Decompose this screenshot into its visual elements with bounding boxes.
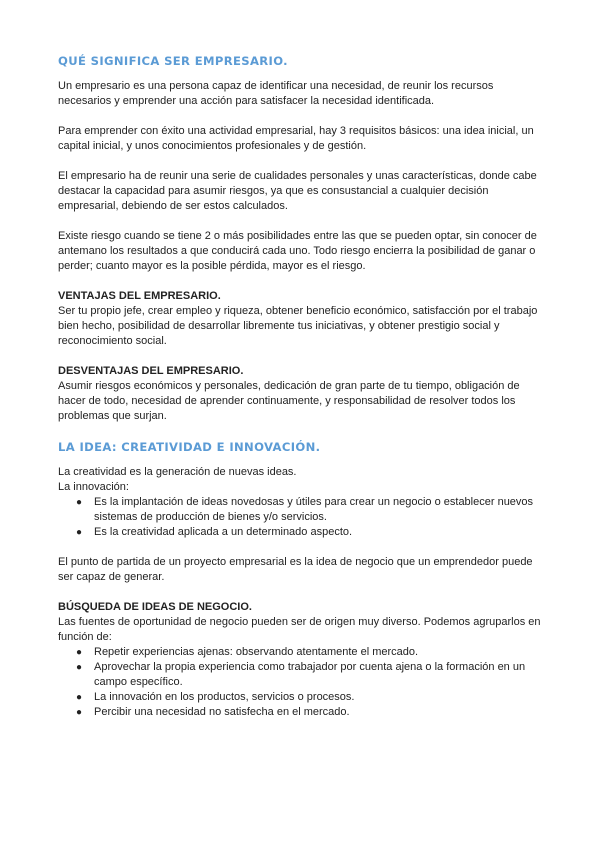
list-item-text: Es la creatividad aplicada a un determinado aspecto. xyxy=(94,526,353,538)
bullet-icon: ● xyxy=(76,662,83,673)
heading-ventajas: VENTAJAS DEL EMPRESARIO. xyxy=(58,290,221,302)
line-creatividad: La creatividad es la generación de nuevas ideas. xyxy=(58,466,297,478)
bullet-icon: ● xyxy=(76,692,83,703)
heading-desventajas: DESVENTAJAS DEL EMPRESARIO. xyxy=(58,365,244,377)
list-item-text: Es la implantación de ideas novedosas y útiles para crear un negocio o establecer nuevos sistemas de producción de bienes y/o servicios. xyxy=(94,496,534,523)
bullet-icon: ● xyxy=(76,647,83,658)
paragraph-definicion: Un empresario es una persona capaz de identificar una necesidad, de reunir los recursos necesarios y emprender una acción para satisfacer la necesidad identificada. xyxy=(58,80,494,107)
list-item xyxy=(76,690,542,705)
list-item-text: Aprovechar la propia experiencia como trabajador por cuenta ajena o la formación en un campo específico. xyxy=(94,661,526,688)
bullet-icon: ● xyxy=(76,527,83,538)
bullet-icon: ● xyxy=(76,707,83,718)
list-item xyxy=(76,525,542,540)
paragraph-desventajas: Asumir riesgos económicos y personales, dedicación de gran parte de tu tiempo, obligación de hacer de todo, necesidad de aprender continuamente, y responsabilidad de resolver todos los problemas que surjan. xyxy=(58,380,520,422)
paragraph-riesgo: Existe riesgo cuando se tiene 2 o más posibilidades entre las que se pueden optar, sin conocer de antemano los resultados a que conducirá cada uno. Todo riesgo encierra la posibilidad de ganar o perder; cuanto mayor es la posible pérdida, mayor es el riesgo. xyxy=(58,230,537,272)
bullet-icon: ● xyxy=(76,497,83,508)
list-fuentes xyxy=(58,645,542,720)
line-innovacion: La innovación: xyxy=(58,481,129,493)
section-title-empresario: QUÉ SIGNIFICA SER EMPRESARIO. xyxy=(58,54,288,68)
paragraph-requisitos: Para emprender con éxito una actividad empresarial, hay 3 requisitos básicos: una idea inicial, un capital inicial, y unos conocimientos profesionales y de gestión. xyxy=(58,125,534,152)
list-item xyxy=(76,495,542,525)
list-item-text: Percibir una necesidad no satisfecha en el mercado. xyxy=(94,706,350,718)
paragraph-cualidades: El empresario ha de reunir una serie de cualidades personales y unas características, donde cabe destacar la capacidad para asumir riesgos, ya que es consustancial a cualquier decisión empresarial, debiendo de ser estos calculados. xyxy=(58,170,537,212)
list-item-text: La innovación en los productos, servicios o procesos. xyxy=(94,691,355,703)
heading-busqueda: BÚSQUEDA DE IDEAS DE NEGOCIO. xyxy=(58,601,252,613)
list-item xyxy=(76,660,542,690)
list-item xyxy=(76,645,542,660)
list-item xyxy=(76,705,542,720)
paragraph-fuentes: Las fuentes de oportunidad de negocio pueden ser de origen muy diverso. Podemos agruparlos en función de: xyxy=(58,616,541,643)
list-innovacion xyxy=(58,495,542,540)
paragraph-ventajas: Ser tu propio jefe, crear empleo y riqueza, obtener beneficio económico, satisfacción por el trabajo bien hecho, posibilidad de desarrollar libremente tus iniciativas, y obtener prestigio social y reconocimiento social. xyxy=(58,305,538,347)
section-title-idea: LA IDEA: CREATIVIDAD E INNOVACIÓN. xyxy=(58,440,321,454)
paragraph-punto-partida: El punto de partida de un proyecto empresarial es la idea de negocio que un emprendedor puede ser capaz de generar. xyxy=(58,556,533,583)
list-item-text: Repetir experiencias ajenas: observando atentamente el mercado. xyxy=(94,646,419,658)
